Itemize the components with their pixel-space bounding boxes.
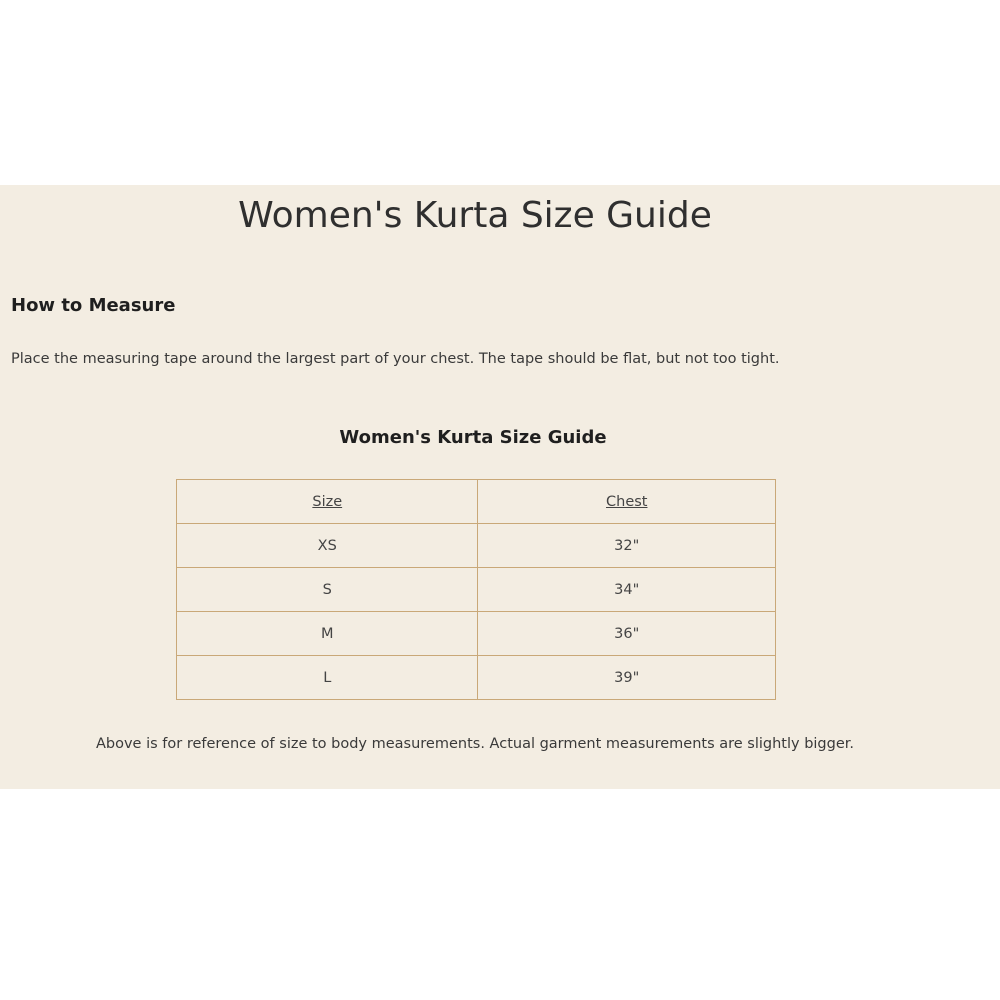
table-header-row [177,480,776,524]
table-title: Women's Kurta Size Guide [339,427,607,448]
chest-column-header [478,480,776,524]
table-row [177,524,776,568]
how-to-measure-heading: How to Measure [11,295,176,316]
chest-cell: 34" [478,568,776,612]
chest-cell: 39" [478,656,776,700]
size-column-header [177,480,478,524]
reference-footnote: Above is for reference of size to body measurements. Actual garment measurements are slightly bigger. [95,736,855,752]
measuring-instructions: Place the measuring tape around the largest part of your chest. The tape should be flat, but not too tight. [11,351,780,367]
size-cell: M [177,612,478,656]
size-header-label: Size [312,493,343,510]
size-cell: XS [177,524,478,568]
table-row [177,656,776,700]
page-title: Women's Kurta Size Guide [238,195,712,236]
chest-cell: 32" [478,524,776,568]
chest-header-label: Chest [606,493,648,510]
chest-cell: 36" [478,612,776,656]
size-cell: S [177,568,478,612]
size-cell: L [177,656,478,700]
table-row [177,568,776,612]
size-table [176,479,776,700]
table-row [177,612,776,656]
